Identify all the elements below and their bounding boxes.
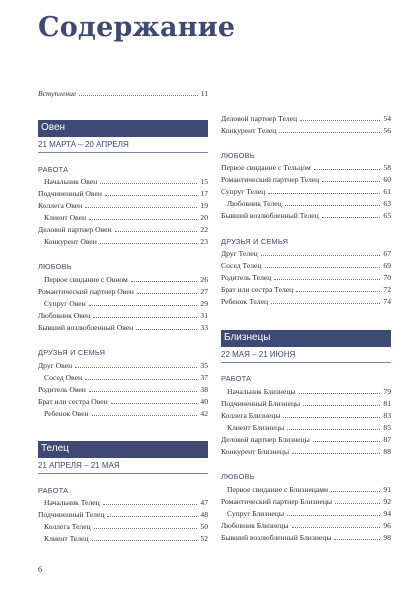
toc-entry-page: 50 <box>200 522 208 531</box>
toc-entry[interactable] <box>221 444 391 456</box>
dot-leader <box>107 516 197 517</box>
toc-entry-page: 52 <box>200 534 208 543</box>
dot-leader <box>283 417 380 418</box>
toc-entry-label: Начальник Близнецы <box>227 387 296 396</box>
dot-leader <box>100 243 198 244</box>
dot-leader <box>137 293 198 294</box>
dot-leader <box>89 219 197 220</box>
dot-leader <box>287 515 380 516</box>
dot-leader <box>299 393 381 394</box>
toc-entry-label: Любовник Овен <box>38 311 91 320</box>
toc-entry-page: 88 <box>383 447 391 456</box>
toc-entry-page: 94 <box>383 509 391 518</box>
toc-entry-label: Первое свидание с Тельцом <box>221 163 311 172</box>
dot-leader <box>85 207 197 208</box>
toc-entry-label: Первое свидание с Близнецами <box>227 485 329 494</box>
toc-entry-page: 22 <box>200 225 208 234</box>
dot-leader <box>287 429 380 430</box>
toc-entry[interactable] <box>38 296 208 308</box>
dot-leader <box>274 279 380 280</box>
zodiac-sign-header: Телец <box>38 441 208 458</box>
toc-entry[interactable] <box>221 246 391 258</box>
toc-entry[interactable] <box>221 294 391 306</box>
toc-entry-page: 31 <box>200 311 208 320</box>
toc-entry-label: Друг Овен <box>38 361 73 370</box>
toc-entry-page: 37 <box>200 373 208 382</box>
category-heading: ДРУЗЬЯ И СЕМЬЯ <box>38 348 106 357</box>
toc-entry[interactable] <box>221 111 391 123</box>
toc-entry[interactable] <box>221 384 391 396</box>
dot-leader <box>103 504 198 505</box>
toc-entry-label: Романтический партнер Телец <box>221 175 320 184</box>
dot-leader <box>131 281 198 282</box>
dot-leader <box>303 405 380 406</box>
dot-leader <box>292 527 381 528</box>
toc-entry-page: 17 <box>200 189 208 198</box>
toc-entry-label: Брат или сестра Телец <box>221 285 294 294</box>
toc-entry-page: 26 <box>200 275 208 284</box>
toc-entry-page: 67 <box>383 249 391 258</box>
toc-entry[interactable] <box>38 382 208 394</box>
toc-entry[interactable] <box>38 531 208 543</box>
toc-entry-label: Супруг Овен <box>44 299 86 308</box>
dot-leader <box>268 193 380 194</box>
dot-leader <box>75 367 197 368</box>
toc-entry-label: Вступление <box>38 89 77 98</box>
toc-entry-page: 23 <box>200 237 208 246</box>
toc-entry[interactable] <box>38 507 208 519</box>
toc-entry-label: Коллега Овен <box>38 201 83 210</box>
category-heading: ЛЮБОВЬ <box>221 472 255 481</box>
zodiac-date-range: 21 МАРТА – 20 АПРЕЛЯ <box>38 140 129 149</box>
toc-entry-label: Родитель Овен <box>38 385 86 394</box>
toc-entry-label: Романтический партнер Овен <box>38 287 134 296</box>
toc-entry[interactable] <box>221 258 391 270</box>
toc-entry-page: 91 <box>383 485 391 494</box>
dot-leader <box>79 95 197 96</box>
toc-entry[interactable] <box>221 530 391 542</box>
toc-entry-label: Друг Телец <box>221 249 258 258</box>
toc-entry-label: Первое свидание с Овном <box>44 275 128 284</box>
dot-leader <box>285 205 381 206</box>
toc-entry-page: 20 <box>200 213 208 222</box>
toc-entry-page: 40 <box>200 397 208 406</box>
toc-entry-page: 33 <box>200 323 208 332</box>
dot-leader <box>136 329 197 330</box>
dot-leader <box>89 391 198 392</box>
toc-entry[interactable] <box>221 494 391 506</box>
toc-entry[interactable] <box>38 222 208 234</box>
toc-entry[interactable] <box>38 519 208 531</box>
toc-entry[interactable] <box>38 394 208 406</box>
toc-entry-label: Бывший возлюбленный Близнецы <box>221 533 332 542</box>
toc-entry-page: 29 <box>200 299 208 308</box>
page-number: 6 <box>38 565 42 574</box>
toc-entry[interactable] <box>38 198 208 210</box>
dot-leader <box>292 453 380 454</box>
toc-entry-label: Бывший возлюбленный Телец <box>221 211 319 220</box>
toc-entry[interactable] <box>221 208 391 220</box>
toc-entry-page: 74 <box>383 297 391 306</box>
toc-entry[interactable] <box>38 174 208 186</box>
toc-entry-page: 70 <box>383 273 391 282</box>
date-underline <box>221 362 391 363</box>
toc-entry-label: Коллега Телец <box>44 522 91 531</box>
toc-entry[interactable] <box>221 282 391 294</box>
dot-leader <box>92 415 198 416</box>
dot-leader <box>100 183 197 184</box>
dot-leader <box>322 217 381 218</box>
category-heading: ДРУЗЬЯ И СЕМЬЯ <box>221 237 289 246</box>
toc-entry[interactable] <box>38 495 208 507</box>
category-heading: РАБОТА <box>38 165 69 174</box>
toc-entry[interactable] <box>221 160 391 172</box>
dot-leader <box>92 540 198 541</box>
toc-entry[interactable] <box>221 518 391 530</box>
toc-entry-page: 79 <box>383 387 391 396</box>
toc-entry-page: 83 <box>383 411 391 420</box>
toc-entry[interactable] <box>38 210 208 222</box>
toc-entry-label: Клиент Овен <box>44 213 87 222</box>
zodiac-date-range: 22 МАЯ – 21 ИЮНЯ <box>221 350 296 359</box>
toc-entry-label: Конкурент Овен <box>44 237 97 246</box>
toc-entry[interactable] <box>221 420 391 432</box>
toc-entry-label: Брат или сестра Овен <box>38 397 108 406</box>
toc-entry-label: Подчиненный Телец <box>38 510 105 519</box>
category-heading: РАБОТА <box>221 374 252 383</box>
date-underline <box>38 473 208 474</box>
toc-entry-page: 63 <box>383 199 391 208</box>
toc-entry-label: Начальник Телец <box>44 498 100 507</box>
dot-leader <box>334 539 380 540</box>
dot-leader <box>314 169 381 170</box>
toc-entry-label: Романтический партнер Близнецы <box>221 497 333 506</box>
dot-leader <box>89 305 198 306</box>
toc-entry-label: Сосед Овен <box>44 373 83 382</box>
toc-entry-label: Подчиненный Овен <box>38 189 102 198</box>
dot-leader <box>271 303 380 304</box>
toc-entry[interactable] <box>221 432 391 444</box>
toc-entry-label: Клиент Близнецы <box>227 423 285 432</box>
toc-entry-label: Супруг Телец <box>221 187 266 196</box>
toc-entry-page: 11 <box>200 89 208 98</box>
dot-leader <box>335 503 380 504</box>
toc-entry[interactable] <box>38 272 208 284</box>
toc-entry-page: 96 <box>383 521 391 530</box>
toc-entry-page: 27 <box>200 287 208 296</box>
toc-entry-label: Деловой партнер Близнецы <box>221 435 310 444</box>
toc-entry[interactable] <box>38 406 208 418</box>
toc-entry-label: Коллега Близнецы <box>221 411 281 420</box>
toc-entry-page: 38 <box>200 385 208 394</box>
toc-entry[interactable] <box>38 320 208 332</box>
dot-leader <box>115 231 198 232</box>
dot-leader <box>111 403 198 404</box>
toc-entry[interactable] <box>38 358 208 370</box>
toc-entry-page: 69 <box>383 261 391 270</box>
dot-leader <box>261 255 381 256</box>
zodiac-sign-header: Овен <box>38 120 208 137</box>
dot-leader <box>265 267 381 268</box>
toc-entry-page: 98 <box>383 533 391 542</box>
category-heading: ЛЮБОВЬ <box>38 262 72 271</box>
toc-entry-label: Бывший возлюбленный Овен <box>38 323 134 332</box>
toc-entry-page: 15 <box>200 177 208 186</box>
toc-entry-page: 58 <box>383 163 391 172</box>
toc-entry-page: 92 <box>383 497 391 506</box>
toc-entry-page: 87 <box>383 435 391 444</box>
page-title: Содержание <box>38 12 236 43</box>
toc-entry-label: Деловой партнер Телец <box>221 114 298 123</box>
dot-leader <box>313 441 381 442</box>
toc-entry-label: Ребенок Телец <box>221 297 269 306</box>
toc-entry-page: 85 <box>383 423 391 432</box>
toc-entry-page: 48 <box>200 510 208 519</box>
toc-entry[interactable] <box>38 86 208 98</box>
toc-entry-label: Конкурент Телец <box>221 126 277 135</box>
dot-leader <box>279 132 380 133</box>
toc-entry[interactable] <box>221 408 391 420</box>
toc-entry-label: Начальник Овен <box>44 177 98 186</box>
toc-entry[interactable] <box>221 506 391 518</box>
dot-leader <box>94 528 198 529</box>
toc-entry[interactable] <box>221 172 391 184</box>
dot-leader <box>331 491 380 492</box>
dot-leader <box>300 120 380 121</box>
dot-leader <box>322 181 380 182</box>
zodiac-sign-header: Близнецы <box>221 330 391 347</box>
toc-entry-label: Родитель Телец <box>221 273 272 282</box>
toc-entry-label: Любовник Телец <box>227 199 282 208</box>
toc-entry-label: Сосед Телец <box>221 261 262 270</box>
dot-leader <box>85 379 197 380</box>
toc-entry[interactable] <box>221 482 391 494</box>
dot-leader <box>105 195 198 196</box>
toc-entry[interactable] <box>38 234 208 246</box>
zodiac-date-range: 21 АПРЕЛЯ – 21 МАЯ <box>38 461 120 470</box>
toc-entry-page: 60 <box>383 175 391 184</box>
dot-leader <box>93 317 197 318</box>
category-heading: РАБОТА <box>38 486 69 495</box>
toc-entry-page: 65 <box>383 211 391 220</box>
toc-entry-page: 54 <box>383 114 391 123</box>
dot-leader <box>296 291 380 292</box>
toc-entry-page: 35 <box>200 361 208 370</box>
toc-entry[interactable] <box>38 308 208 320</box>
toc-entry-page: 47 <box>200 498 208 507</box>
toc-entry-label: Подчиненный Близнецы <box>221 399 301 408</box>
toc-entry-label: Ребенок Овен <box>44 409 89 418</box>
toc-entry-page: 56 <box>383 126 391 135</box>
toc-entry[interactable] <box>221 123 391 135</box>
toc-entry[interactable] <box>38 284 208 296</box>
toc-entry-label: Любовник Близнецы <box>221 521 289 530</box>
toc-entry-page: 81 <box>383 399 391 408</box>
category-heading: ЛЮБОВЬ <box>221 151 255 160</box>
toc-entry-label: Супруг Близнецы <box>227 509 284 518</box>
toc-entry-page: 19 <box>200 201 208 210</box>
toc-entry[interactable] <box>38 370 208 382</box>
toc-entry-label: Клиент Телец <box>44 534 89 543</box>
toc-entry-page: 61 <box>383 187 391 196</box>
toc-entry[interactable] <box>221 184 391 196</box>
date-underline <box>38 152 208 153</box>
toc-entry-page: 42 <box>200 409 208 418</box>
toc-entry[interactable] <box>221 196 391 208</box>
toc-entry[interactable] <box>221 396 391 408</box>
toc-entry-label: Конкурент Близнецы <box>221 447 290 456</box>
toc-entry-page: 72 <box>383 285 391 294</box>
toc-entry[interactable] <box>221 270 391 282</box>
toc-entry[interactable] <box>38 186 208 198</box>
toc-entry-label: Деловой партнер Овен <box>38 225 112 234</box>
